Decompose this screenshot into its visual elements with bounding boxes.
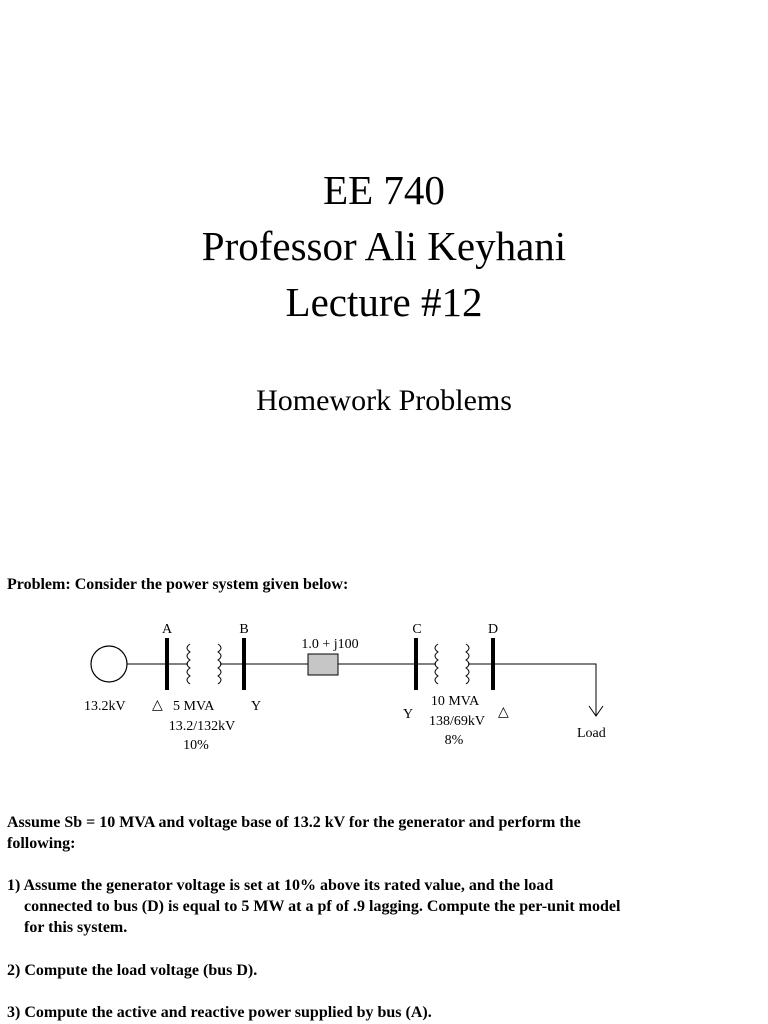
bus-a-label: A [161, 622, 173, 637]
question-3-text: 3) Compute the active and reactive power supplied by bus (A). [7, 1004, 432, 1021]
course-code: EE 740 [323, 167, 445, 213]
question-1-line-3: for this system. [24, 919, 128, 936]
transformer1-coils [169, 644, 243, 684]
line-impedance-label: 1.0 + j100 [301, 637, 359, 652]
assumption-line-1: Assume Sb = 10 MVA and voltage base of 13.2 kV for the generator and perform the [7, 814, 581, 831]
question-2-text: 2) Compute the load voltage (bus D). [7, 962, 258, 979]
assumption-line-2: following: [7, 835, 76, 852]
assumption-paragraph [7, 812, 762, 854]
lecture-number: Lecture #12 [285, 279, 483, 325]
question-2 [7, 960, 762, 981]
question-1 [7, 875, 762, 938]
transformer1-delta-icon: △ [152, 698, 163, 713]
transformer2-wye: Y [403, 707, 414, 722]
generator-symbol [91, 646, 127, 682]
line-impedance-box [308, 654, 338, 675]
professor-name: Professor Ali Keyhani [201, 223, 567, 269]
subtitle: Homework Problems [256, 384, 512, 417]
load-feeder [495, 664, 596, 716]
transformer1-impedance: 10% [183, 738, 209, 753]
transformer1-wye: Y [251, 699, 262, 714]
bus-d-label: D [487, 622, 499, 637]
question-3 [7, 1002, 762, 1023]
transformer2-coils [418, 644, 492, 684]
transformer2-delta-icon: △ [498, 705, 509, 720]
question-1-line-1: 1) Assume the generator voltage is set at 10% above its rated value, and the load [7, 877, 554, 894]
title-block [0, 162, 768, 330]
one-line-diagram [0, 612, 768, 762]
problem-intro: Problem: Consider the power system given below: [7, 576, 349, 593]
bus-c-label: C [412, 622, 422, 637]
transformer2-rating: 10 MVA [430, 694, 480, 709]
transformer1-voltage: 13.2/132kV [168, 719, 236, 734]
transformer1-rating: 5 MVA [173, 699, 215, 714]
question-1-line-2: connected to bus (D) is equal to 5 MW at a pf of .9 lagging. Compute the per-unit model [24, 898, 621, 915]
load-label: Load [577, 726, 606, 741]
bus-b-label: B [239, 622, 249, 637]
transformer2-impedance: 8% [444, 733, 464, 748]
generator-voltage-label: 13.2kV [84, 699, 126, 714]
transformer2-voltage: 138/69kV [429, 714, 485, 729]
